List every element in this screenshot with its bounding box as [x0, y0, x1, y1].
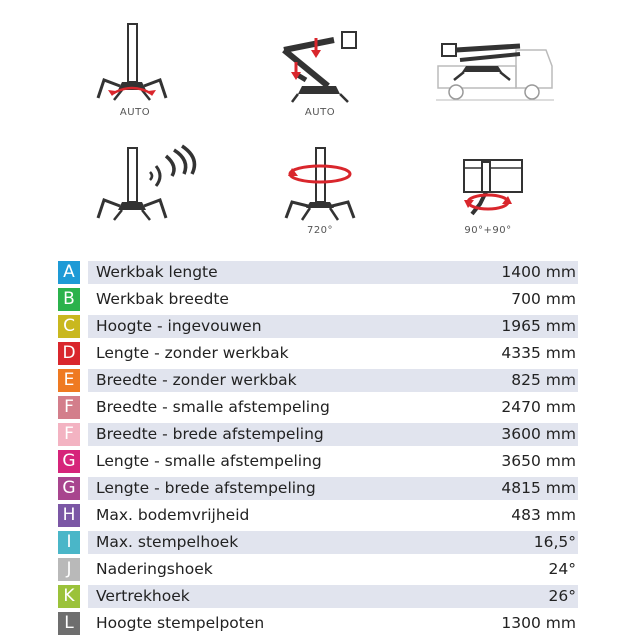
auto-leveling-caption: AUTO — [119, 107, 151, 118]
spec-label: Breedte - zonder werkbak — [96, 371, 297, 389]
spec-value: 16,5° — [533, 533, 576, 551]
remote-control-icon — [92, 140, 202, 224]
spec-row — [58, 285, 578, 312]
specifications-table — [58, 258, 578, 636]
spec-label: Lengte - brede afstempeling — [96, 479, 316, 497]
spec-letter-badge: F — [58, 396, 80, 419]
spec-letter-badge: C — [58, 315, 80, 338]
spec-letter-badge: G — [58, 450, 80, 473]
spec-value: 2470 mm — [501, 398, 576, 416]
spec-row — [58, 474, 578, 501]
spec-row — [58, 528, 578, 555]
feature-icons — [0, 0, 640, 250]
auto-folding-caption: AUTO — [304, 107, 336, 118]
spec-label: Werkbak breedte — [96, 290, 229, 308]
basket-rotation-caption: 90°+90° — [464, 225, 512, 236]
spec-label: Breedte - smalle afstempeling — [96, 398, 330, 416]
spec-letter-badge: G — [58, 477, 80, 500]
spec-value: 4815 mm — [501, 479, 576, 497]
spec-value: 1965 mm — [501, 317, 576, 335]
spec-letter-badge: K — [58, 585, 80, 608]
spec-letter-badge: J — [58, 558, 80, 581]
spec-letter-badge: B — [58, 288, 80, 311]
rotation-720-icon — [280, 146, 360, 222]
spec-row — [58, 393, 578, 420]
spec-letter-badge: A — [58, 261, 80, 284]
spec-letter-badge: L — [58, 612, 80, 635]
rotation-720-caption: 720° — [306, 225, 334, 236]
spec-label: Hoogte - ingevouwen — [96, 317, 262, 335]
spec-row — [58, 501, 578, 528]
spec-label: Hoogte stempelpoten — [96, 614, 265, 632]
spec-value: 483 mm — [511, 506, 576, 524]
spec-row — [58, 555, 578, 582]
spec-letter-badge: F — [58, 423, 80, 446]
spec-letter-badge: H — [58, 504, 80, 527]
spec-value: 3650 mm — [501, 452, 576, 470]
spec-label: Max. bodemvrijheid — [96, 506, 250, 524]
spec-value: 825 mm — [511, 371, 576, 389]
spec-row — [58, 420, 578, 447]
basket-rotation-icon — [458, 156, 528, 220]
spec-row — [58, 258, 578, 285]
spec-row — [58, 366, 578, 393]
spec-label: Lengte - smalle afstempeling — [96, 452, 322, 470]
spec-row — [58, 312, 578, 339]
spec-label: Breedte - brede afstempeling — [96, 425, 324, 443]
spec-letter-badge: E — [58, 369, 80, 392]
spec-label: Naderingshoek — [96, 560, 213, 578]
spec-label: Lengte - zonder werkbak — [96, 344, 289, 362]
spec-value: 1300 mm — [501, 614, 576, 632]
spec-label: Vertrekhoek — [96, 587, 190, 605]
spec-value: 4335 mm — [501, 344, 576, 362]
spec-row — [58, 447, 578, 474]
spec-letter-badge: D — [58, 342, 80, 365]
spec-row — [58, 609, 578, 636]
spec-label: Max. stempelhoek — [96, 533, 239, 551]
spec-label: Werkbak lengte — [96, 263, 218, 281]
truck-transport-icon — [436, 36, 554, 102]
auto-leveling-icon — [92, 20, 178, 104]
spec-value: 24° — [548, 560, 576, 578]
spec-row — [58, 582, 578, 609]
spec-letter-badge: I — [58, 531, 80, 554]
spec-value: 1400 mm — [501, 263, 576, 281]
spec-row — [58, 339, 578, 366]
spec-value: 3600 mm — [501, 425, 576, 443]
auto-folding-icon — [276, 28, 366, 104]
spec-value: 700 mm — [511, 290, 576, 308]
spec-value: 26° — [548, 587, 576, 605]
